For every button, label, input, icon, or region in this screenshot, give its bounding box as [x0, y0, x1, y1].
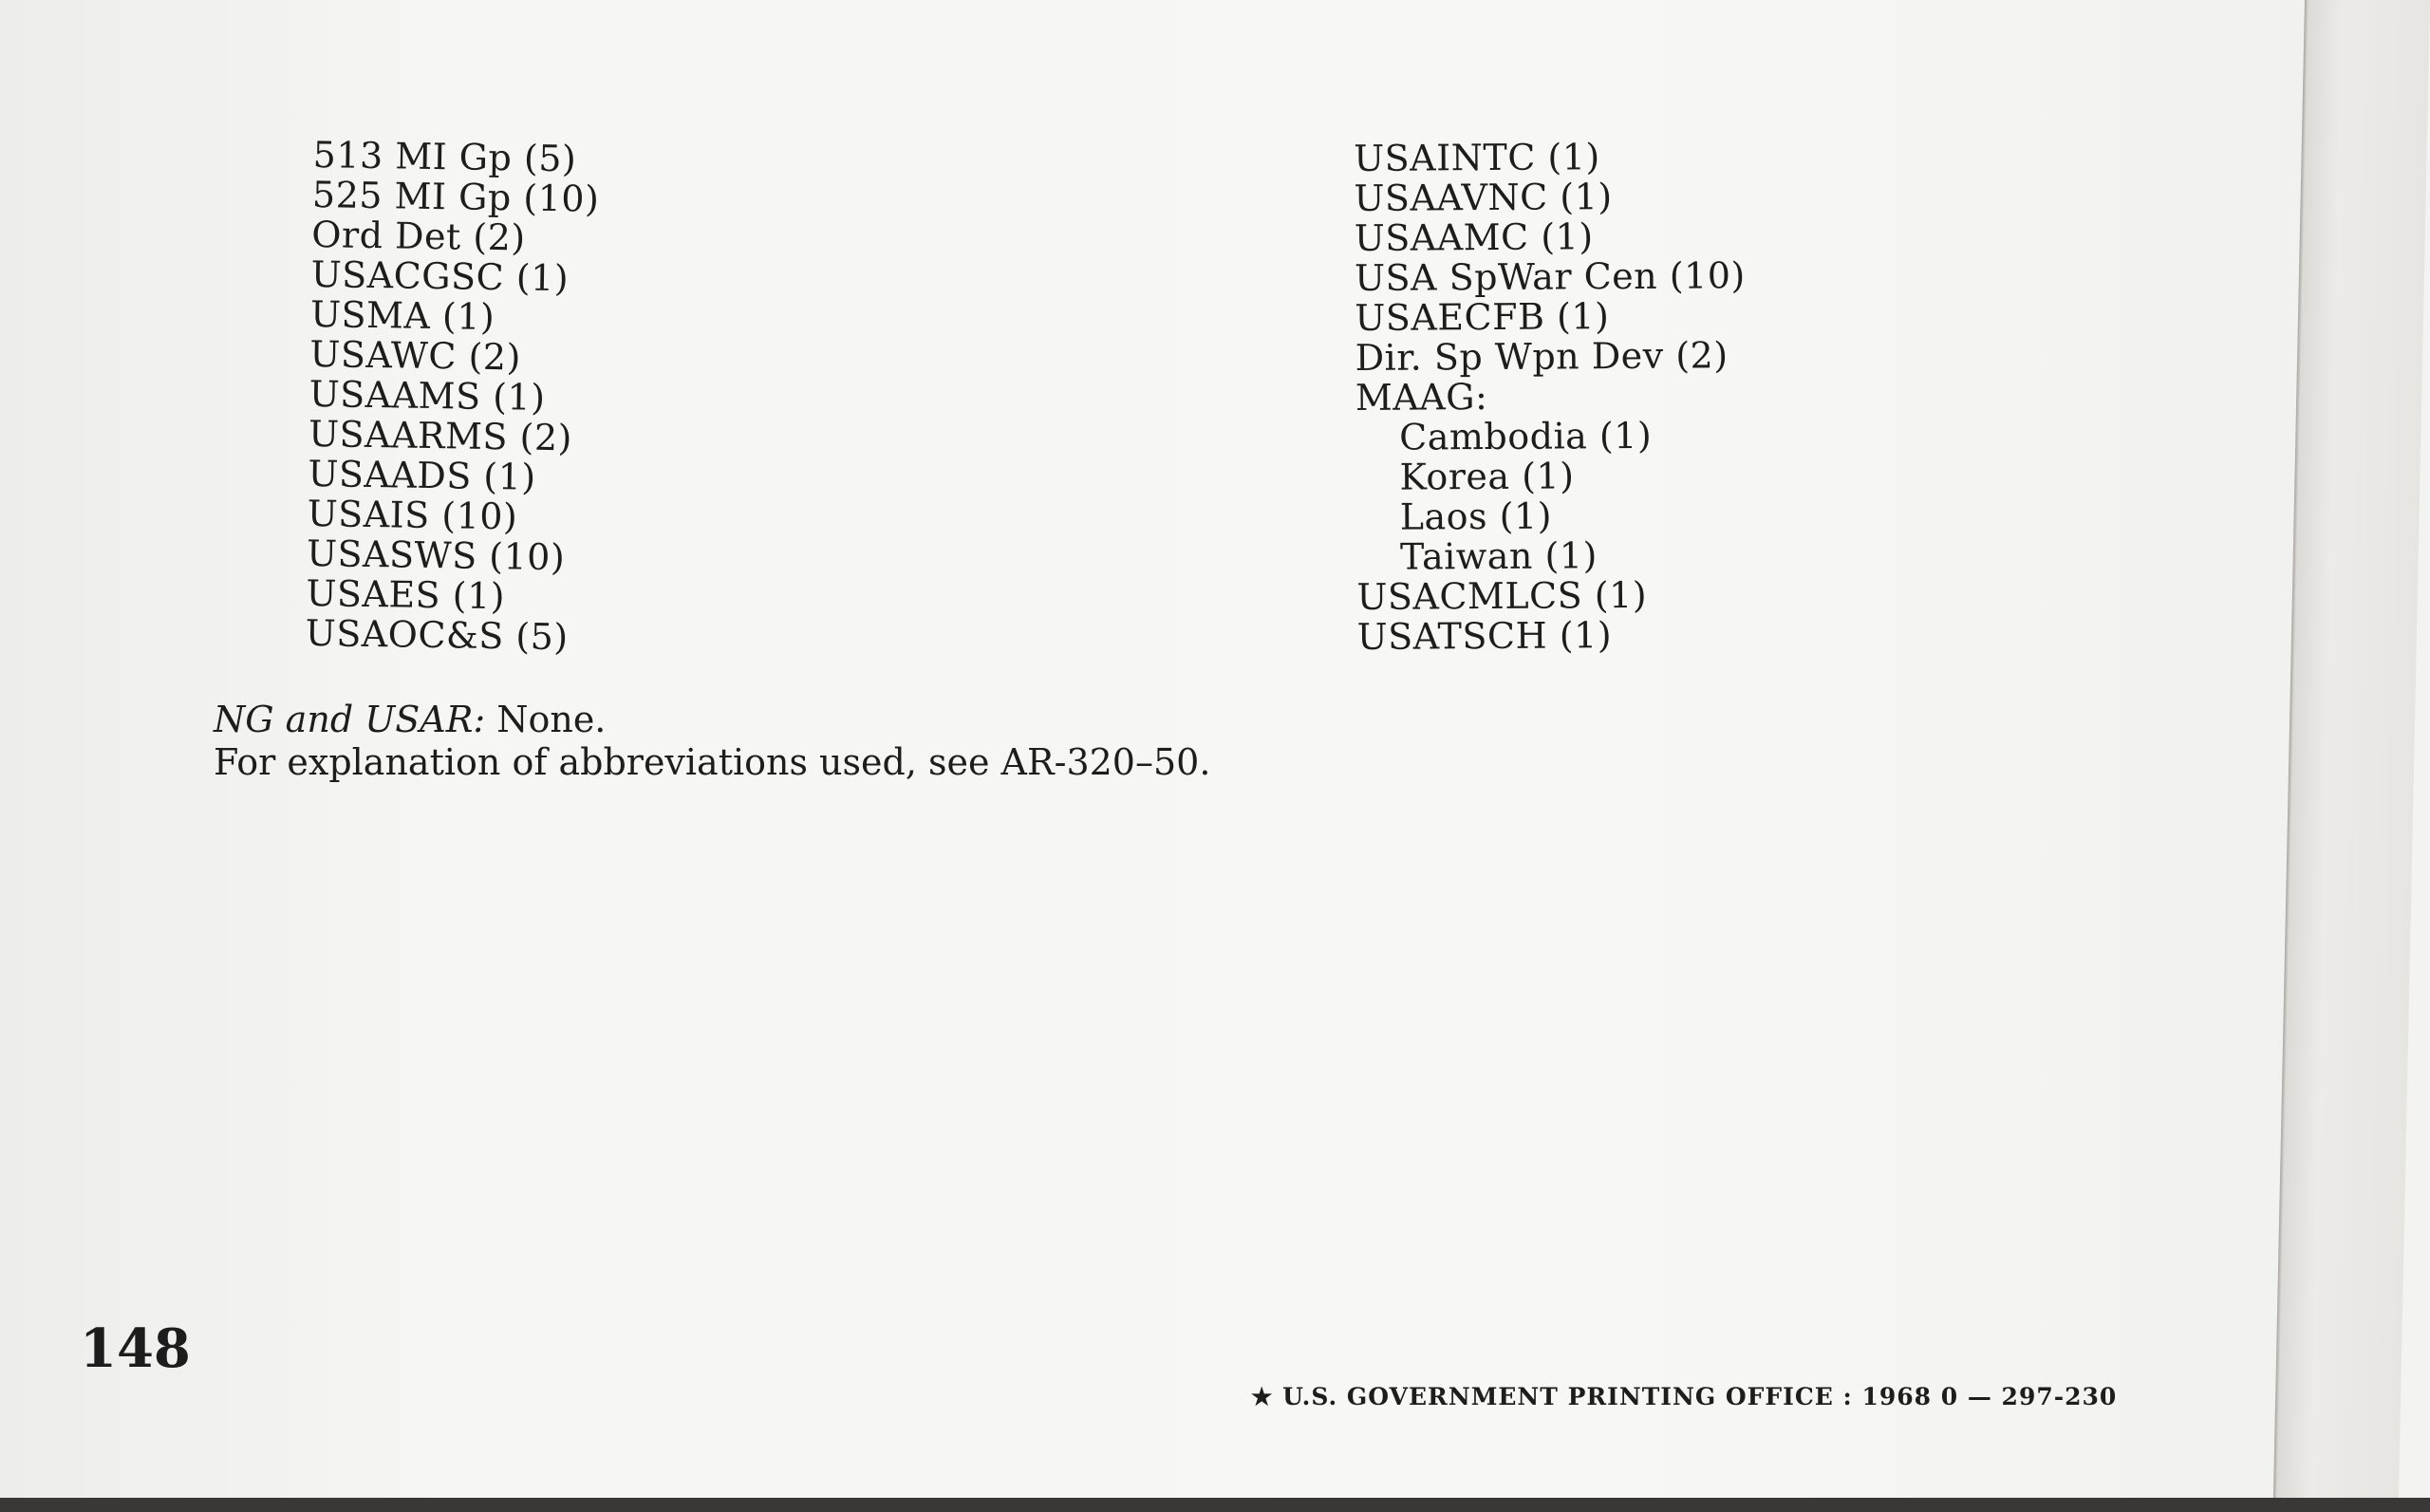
sub-list-item: Korea (1)	[1399, 455, 1575, 498]
list-item: USAARMS (2)	[308, 412, 573, 459]
list-item: USAADS (1)	[308, 452, 537, 498]
list-item: USAIS (10)	[307, 492, 518, 538]
distribution-list-right	[1354, 136, 1748, 657]
page-number: 148	[80, 1317, 191, 1380]
list-item: USASWS (10)	[306, 532, 566, 579]
footer-text: U.S. GOVERNMENT PRINTING OFFICE : 1968 0 — 297-230	[1282, 1383, 2118, 1410]
list-item: USACMLCS (1)	[1356, 573, 1648, 618]
distribution-note	[214, 699, 1210, 784]
sub-list-item: Taiwan (1)	[1399, 534, 1598, 578]
list-item: Dir. Sp Wpn Dev (2)	[1355, 334, 1729, 379]
list-item: USAINTC (1)	[1353, 136, 1600, 179]
list-item: USATSCH (1)	[1356, 614, 1613, 658]
list-item: USAAMC (1)	[1354, 215, 1594, 259]
list-item: USAOC&S (5)	[305, 611, 570, 659]
page-bottom-shadow	[0, 1498, 2430, 1512]
list-item: USAAVNC (1)	[1354, 176, 1613, 219]
distribution-list-left	[305, 135, 600, 658]
sub-list-item: Cambodia (1)	[1399, 414, 1653, 458]
list-item: 525 MI Gp (10)	[311, 173, 600, 220]
note-value: None.	[485, 699, 607, 740]
list-item: USAWC (2)	[309, 332, 522, 379]
list-item: 513 MI Gp (5)	[312, 134, 577, 180]
star-icon: ★	[1251, 1383, 1274, 1410]
list-item: USAES (1)	[306, 571, 506, 618]
list-item: USACGSC (1)	[310, 252, 570, 300]
list-item: USMA (1)	[309, 292, 495, 339]
printing-office-footer	[1251, 1383, 2117, 1410]
list-item: USAAMS (1)	[308, 372, 546, 419]
list-item: USA SpWar Cen (10)	[1354, 254, 1746, 299]
list-item: Ord Det (2)	[311, 213, 527, 259]
list-item: USAECFB (1)	[1355, 295, 1610, 339]
abbreviation-note: For explanation of abbreviations used, see AR-320–50.	[214, 741, 1211, 783]
note-label: NG and USAR:	[214, 699, 486, 740]
sub-list-item: Laos (1)	[1399, 495, 1553, 538]
list-item: MAAG:	[1355, 376, 1488, 419]
